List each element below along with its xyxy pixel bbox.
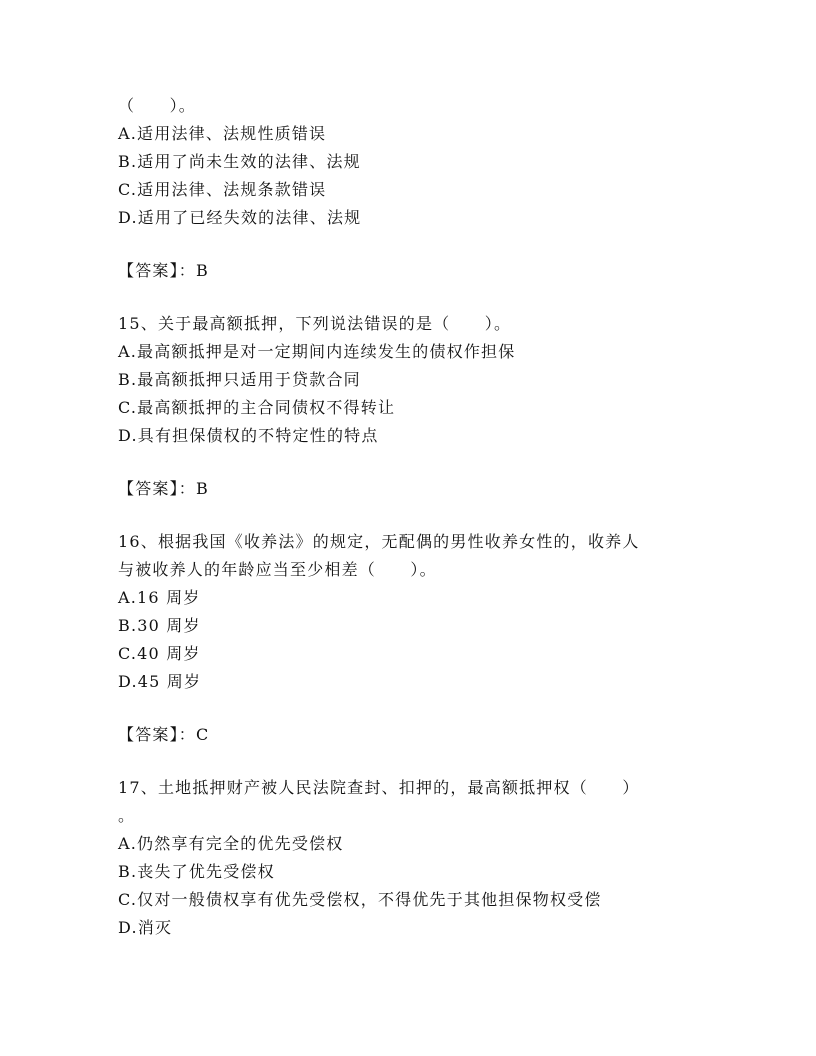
question-stem: （ ）。 (118, 96, 197, 115)
question-14-tail (118, 92, 698, 232)
option-d: D.消灭 (118, 918, 173, 937)
answer-14: 【答案】：B (118, 261, 209, 280)
option-a: A.适用法律、法规性质错误 (118, 124, 327, 143)
option-d: D.45 周岁 (118, 672, 202, 691)
answer-16: 【答案】：C (118, 725, 210, 744)
question-17 (118, 774, 698, 942)
option-c: C.仅对一般债权享有优先受偿权，不得优先于其他担保物权受偿 (118, 890, 602, 909)
option-a: A.16 周岁 (118, 588, 201, 607)
option-b: B.丧失了优先受偿权 (118, 862, 275, 881)
option-b: B.30 周岁 (118, 616, 201, 635)
option-a: A.最高额抵押是对一定期间内连续发生的债权作担保 (118, 342, 516, 361)
option-b: B.适用了尚未生效的法律、法规 (118, 152, 361, 171)
question-stem-line-1: 17、土地抵押财产被人民法院查封、扣押的，最高额抵押权（ ） (118, 778, 640, 797)
option-d: D.适用了已经失效的法律、法规 (118, 208, 362, 227)
option-c: C.最高额抵押的主合同债权不得转让 (118, 398, 396, 417)
question-16 (118, 528, 698, 696)
option-c: C.适用法律、法规条款错误 (118, 180, 327, 199)
option-c: C.40 周岁 (118, 644, 201, 663)
answer-15: 【答案】：B (118, 479, 209, 498)
option-b: B.最高额抵押只适用于贷款合同 (118, 370, 361, 389)
question-stem-line-2: 。 (118, 806, 136, 825)
question-15 (118, 310, 698, 450)
exam-page (118, 92, 698, 942)
question-stem-line-2: 与被收养人的年龄应当至少相差（ ）。 (118, 560, 437, 579)
question-stem: 15、关于最高额抵押，下列说法错误的是（ ）。 (118, 314, 512, 333)
question-stem-line-1: 16、根据我国《收养法》的规定，无配偶的男性收养女性的，收养人 (118, 532, 640, 551)
option-a: A.仍然享有完全的优先受偿权 (118, 834, 344, 853)
option-d: D.具有担保债权的不特定性的特点 (118, 426, 379, 445)
